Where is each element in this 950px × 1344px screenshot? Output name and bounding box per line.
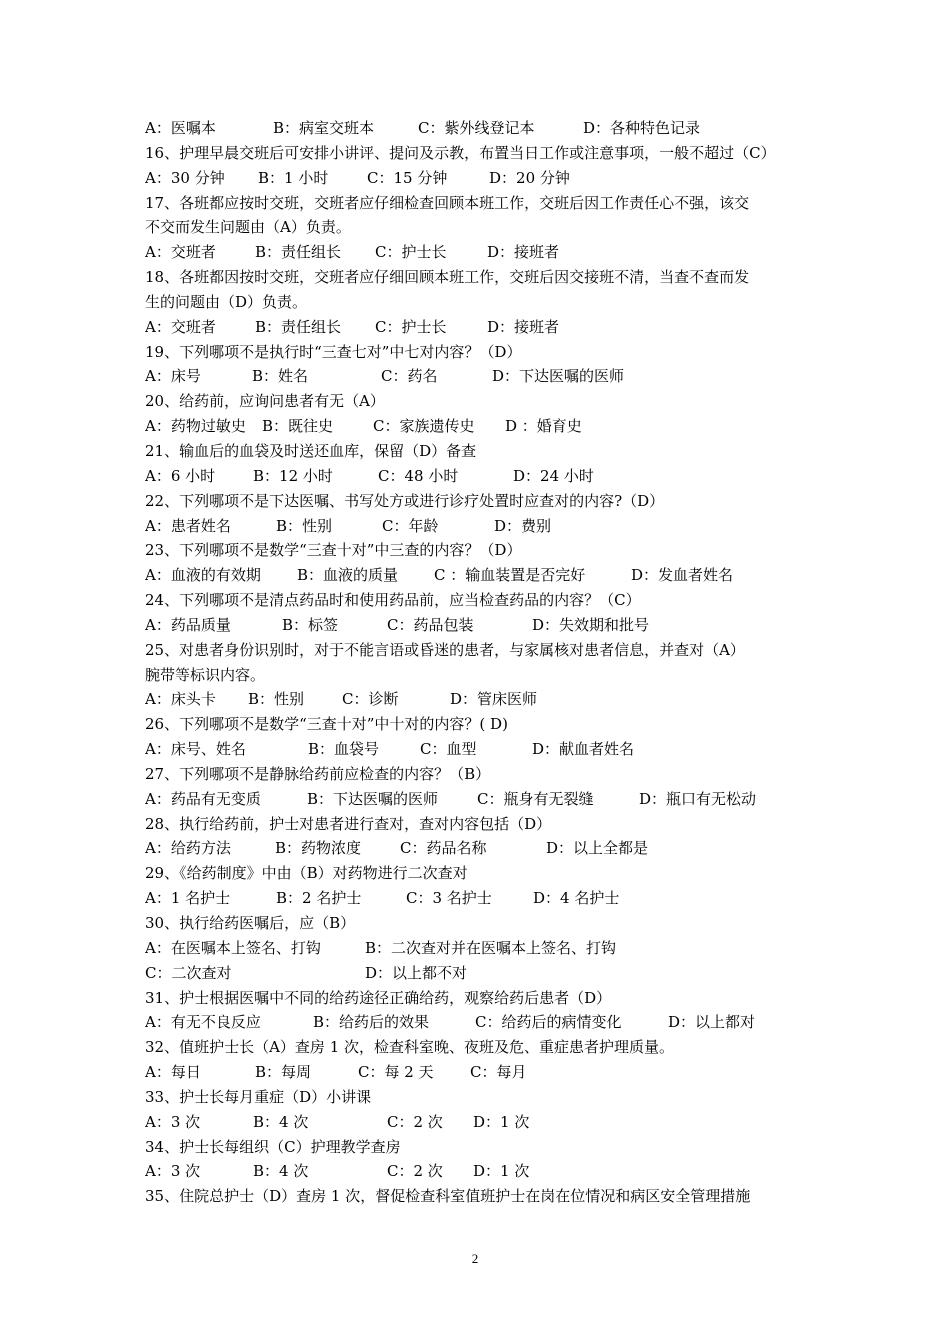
option: B：药物浓度	[275, 839, 362, 858]
option: B：二次查对并在医嘱本上签名、打钩	[365, 938, 617, 957]
option: B：每周	[255, 1063, 312, 1082]
option: C：瓶身有无裂缝	[477, 789, 594, 808]
question-line: 20、给药前，应询问患者有无（A）	[145, 392, 385, 411]
option: A：药物过敏史	[145, 417, 246, 436]
options-line	[145, 687, 815, 712]
question-line: 28、执行给药前，护士对患者进行查对，查对内容包括（D）	[145, 814, 552, 833]
question-line: 22、下列哪项不是下达医嘱、书写处方或进行诊疗处置时应查对的内容?（D）	[145, 491, 665, 510]
option: D：1 次	[473, 1112, 530, 1131]
option: B：4 次	[253, 1162, 309, 1181]
option: A：3 次	[145, 1112, 201, 1131]
option: D：各种特色记录	[583, 119, 701, 137]
option: A：交班者	[145, 243, 216, 262]
options-line	[145, 116, 815, 141]
option: C：年龄	[382, 516, 439, 535]
option: C：48 小时	[378, 466, 459, 485]
options-line	[145, 737, 815, 762]
option: B：标签	[282, 615, 339, 634]
option: A：床号	[145, 367, 201, 386]
question-line: 生的问题由（D）负责。	[145, 292, 308, 311]
option: C：药名	[381, 367, 438, 386]
options-line	[145, 613, 815, 638]
option: A：在医嘱本上签名、打钩	[145, 938, 321, 957]
option: B：2 名护士	[276, 889, 362, 908]
question-line: 34、护士长每组织（C）护理教学查房	[145, 1137, 401, 1156]
option: C：诊断	[342, 690, 399, 709]
options-line	[145, 1060, 815, 1085]
option: A：患者姓名	[145, 516, 231, 535]
option: B：1 小时	[258, 168, 329, 187]
question-line: 24、下列哪项不是清点药品时和使用药品前，应当检查药品的内容？（C）	[145, 591, 641, 610]
options-line	[145, 787, 815, 812]
options-line	[145, 886, 815, 911]
option: D：以上全都是	[546, 839, 649, 858]
option: C：药品包装	[387, 615, 474, 634]
option: B：下达医嘱的医师	[307, 789, 439, 808]
option: D：管床医师	[450, 690, 538, 709]
options-line	[145, 364, 815, 389]
option: A：医嘱本	[145, 119, 216, 137]
option: D：20 分钟	[489, 168, 570, 187]
option: A：30 分钟	[145, 168, 225, 187]
option: D：接班者	[487, 243, 560, 262]
question-line: 19、下列哪项不是执行时“三查七对”中七对内容？（D）	[145, 342, 522, 361]
options-line	[145, 1010, 815, 1035]
option: D：以上都对	[668, 1013, 756, 1032]
options-line	[145, 936, 815, 961]
question-line: 21、输血后的血袋及时送还血库，保留（D）备查	[145, 441, 477, 460]
question-line: 18、各班都因按时交班，交班者应仔细回顾本班工作，交班后因交接班不清，当查不查而发	[145, 268, 750, 287]
option: D：献血者姓名	[532, 740, 635, 759]
option: D：失效期和批号	[532, 615, 650, 634]
options-line	[145, 464, 815, 489]
option: A：3 次	[145, 1162, 201, 1181]
option: A：床头卡	[145, 690, 216, 709]
option: A：床号、姓名	[145, 740, 246, 759]
question-line: 31、护士根据医嘱中不同的给药途径正确给药，观察给药后患者（D）	[145, 988, 612, 1007]
option: B：12 小时	[253, 466, 333, 485]
options-line	[145, 166, 815, 191]
option: C：护士长	[375, 243, 447, 262]
option: A：给药方法	[145, 839, 231, 858]
option: A：血液的有效期	[145, 566, 261, 585]
question-line: 23、下列哪项不是数学“三查十对”中三查的内容？（D）	[145, 541, 522, 560]
options-line	[145, 836, 815, 861]
option: C：药品名称	[400, 839, 487, 858]
options-line	[145, 514, 815, 539]
option: C：3 名护士	[406, 889, 492, 908]
option: D：费别	[494, 516, 552, 535]
option: D：24 小时	[513, 466, 594, 485]
option: C：每月	[470, 1063, 527, 1082]
option: A：6 小时	[145, 466, 216, 485]
question-line: 30、执行给药医嘱后，应（B）	[145, 914, 356, 932]
option: B：性别	[248, 690, 305, 709]
option: D ：婚育史	[505, 417, 582, 436]
question-line: 33、护士长每月重症（D）小讲课	[145, 1087, 372, 1106]
question-line: 26、下列哪项不是数学“三查十对”中十对的内容？( D)	[145, 715, 508, 734]
options-line	[145, 961, 815, 986]
option: C：15 分钟	[367, 168, 448, 187]
option: C：血型	[420, 740, 477, 759]
option: C：家族遗传史	[373, 417, 475, 436]
option: A：每日	[145, 1063, 201, 1082]
question-line: 27、下列哪项不是静脉给药前应检查的内容？（B）	[145, 764, 491, 783]
option: C：二次查对	[145, 963, 232, 982]
question-line: 17、各班都应按时交班，交班者应仔细检查回顾本班工作，交班后因工作责任心不强，该交	[145, 193, 750, 212]
option: B：给药后的效果	[313, 1013, 430, 1032]
option: A：药品有无变质	[145, 789, 261, 808]
page-number: 2	[471, 1251, 479, 1266]
options-line	[145, 563, 815, 588]
option: B：既往史	[262, 417, 334, 436]
option: B：血液的质量	[297, 566, 399, 585]
options-line	[145, 1159, 815, 1184]
options-line	[145, 240, 815, 265]
question-line: 25、对患者身份识别时，对于不能言语或昏迷的患者，与家属核对患者信息，并查对（A）	[145, 640, 745, 659]
question-line: 35、住院总护士（D）查房 1 次，督促检查科室值班护士在岗在位情况和病区安全管理措施	[145, 1187, 751, 1206]
option: B：性别	[276, 516, 333, 535]
options-line	[145, 414, 815, 439]
option: B：责任组长	[255, 243, 342, 262]
option: A：1 名护士	[145, 889, 231, 908]
options-line	[145, 1110, 815, 1135]
option: C：每 2 天	[358, 1063, 434, 1082]
option: D：4 名护士	[533, 889, 620, 908]
question-list	[145, 116, 815, 1209]
option: D：1 次	[473, 1162, 530, 1181]
option: B：病室交班本	[273, 119, 375, 137]
option: D：接班者	[487, 317, 560, 336]
option: A：药品质量	[145, 615, 231, 634]
option: C：紫外线登记本	[418, 119, 535, 137]
question-line: 16、护理早晨交班后可安排小讲评、提问及示教，布置当日工作或注意事项，一般不超过（C）	[145, 143, 776, 162]
option: B：4 次	[253, 1112, 309, 1131]
option: B：姓名	[252, 367, 309, 386]
question-line: 腕带等标识内容。	[145, 665, 266, 684]
question-line: 不交而发生问题由（A）负责。	[145, 218, 351, 237]
question-line: 29、《给药制度》中由（B）对药物进行二次查对	[145, 864, 468, 883]
options-line	[145, 315, 815, 340]
option: A：交班者	[145, 317, 216, 336]
option: D：瓶口有无松动	[639, 789, 757, 808]
question-line: 32、值班护士长（A）查房 1 次，检查科室晚、夜班及危、重症患者护理质量。	[145, 1038, 675, 1057]
option: C：2 次	[387, 1162, 443, 1181]
option: C ：输血装置是否完好	[434, 566, 586, 585]
option: D：以上都不对	[365, 963, 468, 982]
option: B：血袋号	[308, 740, 380, 759]
option: A：有无不良反应	[145, 1013, 261, 1032]
option: C：2 次	[387, 1112, 443, 1131]
option: C：护士长	[375, 317, 447, 336]
option: D：发血者姓名	[631, 566, 734, 585]
option: D：下达医嘱的医师	[492, 367, 625, 386]
option: C：给药后的病情变化	[475, 1013, 622, 1032]
option: B：责任组长	[255, 317, 342, 336]
